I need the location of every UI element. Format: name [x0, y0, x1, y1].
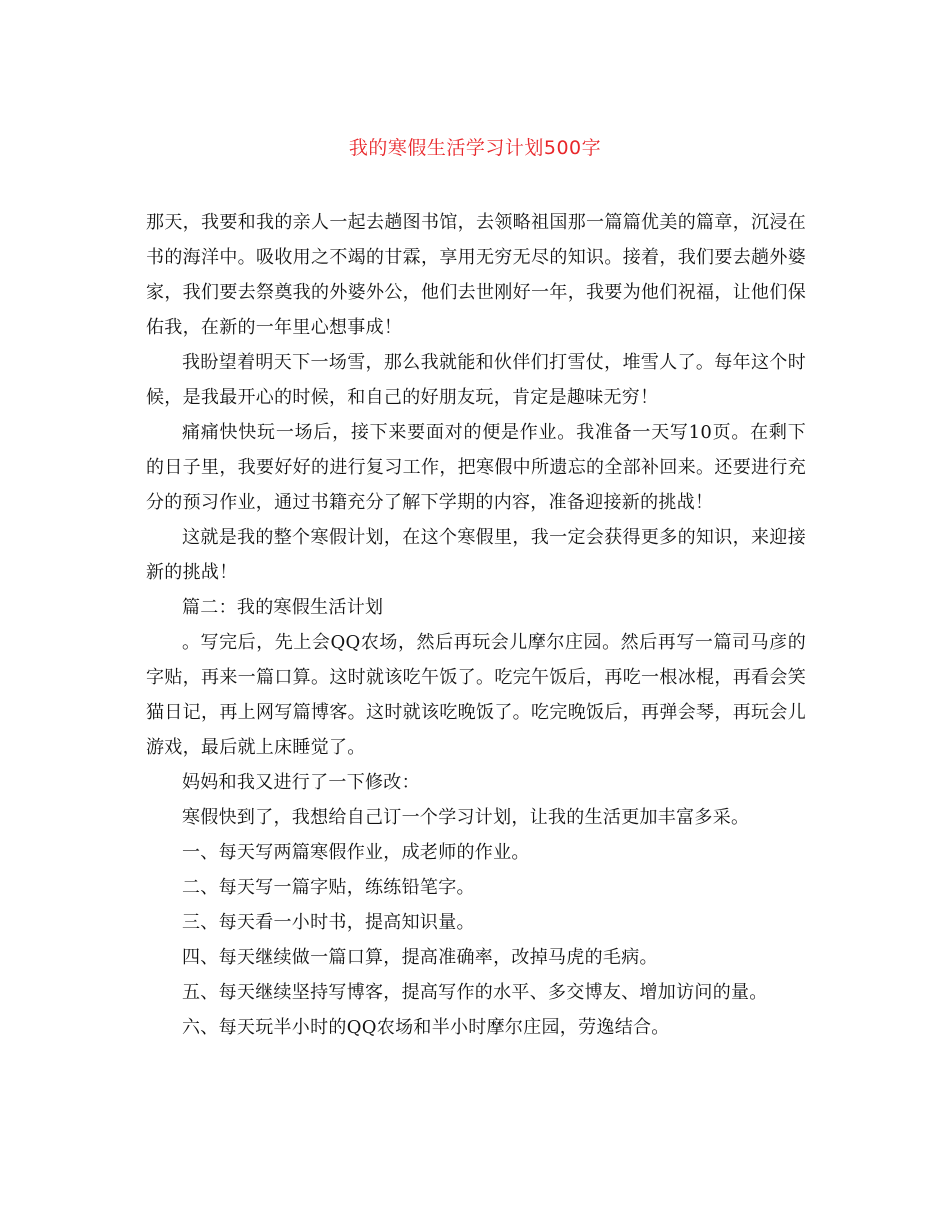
paragraph: 妈妈和我又进行了一下修改： [182, 772, 420, 793]
paragraph: 我盼望着明天下一场雪，那么我就能和伙伴们打雪仗，堆雪人了。每年这个时候，是我最开心的时候，和自己的好朋友玩，肯定是趣味无穷！ [146, 352, 806, 408]
paragraph: 寒假快到了，我想给自己订一个学习计划，让我的生活更加丰富多采。 [182, 807, 750, 828]
paragraph: 篇二：我的寒假生活计划 [182, 597, 384, 618]
paragraph: 五、每天继续坚持写博客，提高写作的水平、多交博友、增加访问的量。 [182, 982, 768, 1003]
paragraph: 一、每天写两篇寒假作业，成老师的作业。 [182, 842, 530, 863]
paragraph: 二、每天写一篇字贴，练练铅笔字。 [182, 877, 475, 898]
document-body [146, 205, 806, 1045]
paragraph: 四、每天继续做一篇口算，提高准确率，改掉马虎的毛病。 [182, 947, 658, 968]
document-title: 我的寒假生活学习计划500字 [348, 137, 602, 159]
paragraph: 三、每天看一小时书，提高知识量。 [182, 912, 475, 933]
paragraph: 这就是我的整个寒假计划，在这个寒假里，我一定会获得更多的知识，来迎接新的挑战！ [146, 527, 806, 583]
paragraph: 。写完后，先上会QQ农场，然后再玩会儿摩尔庄园。然后再写一篇司马彦的字贴，再来一篇口算。这时就该吃午饭了。吃完午饭后，再吃一根冰棍，再看会笑猫日记，再上网写篇博客。这时就该吃晚饭了。吃完晚饭后，再弹会琴，再玩会儿游戏，最后就上床睡觉了。 [146, 632, 806, 758]
paragraph: 六、每天玩半小时的QQ农场和半小时摩尔庄园，劳逸结合。 [182, 1017, 670, 1038]
paragraph: 那天，我要和我的亲人一起去趟图书馆，去领略祖国那一篇篇优美的篇章，沉浸在书的海洋中。吸收用之不竭的甘霖，享用无穷无尽的知识。接着，我们要去趟外婆家，我们要去祭奠我的外婆外公，他们去世刚好一年，我要为他们祝福，让他们保佑我，在新的一年里心想事成！ [146, 212, 806, 338]
paragraph: 痛痛快快玩一场后，接下来要面对的便是作业。我准备一天写10页。在剩下的日子里，我要好好的进行复习工作，把寒假中所遗忘的全部补回来。还要进行充分的预习作业，通过书籍充分了解下学期的内容，准备迎接新的挑战！ [146, 422, 806, 513]
